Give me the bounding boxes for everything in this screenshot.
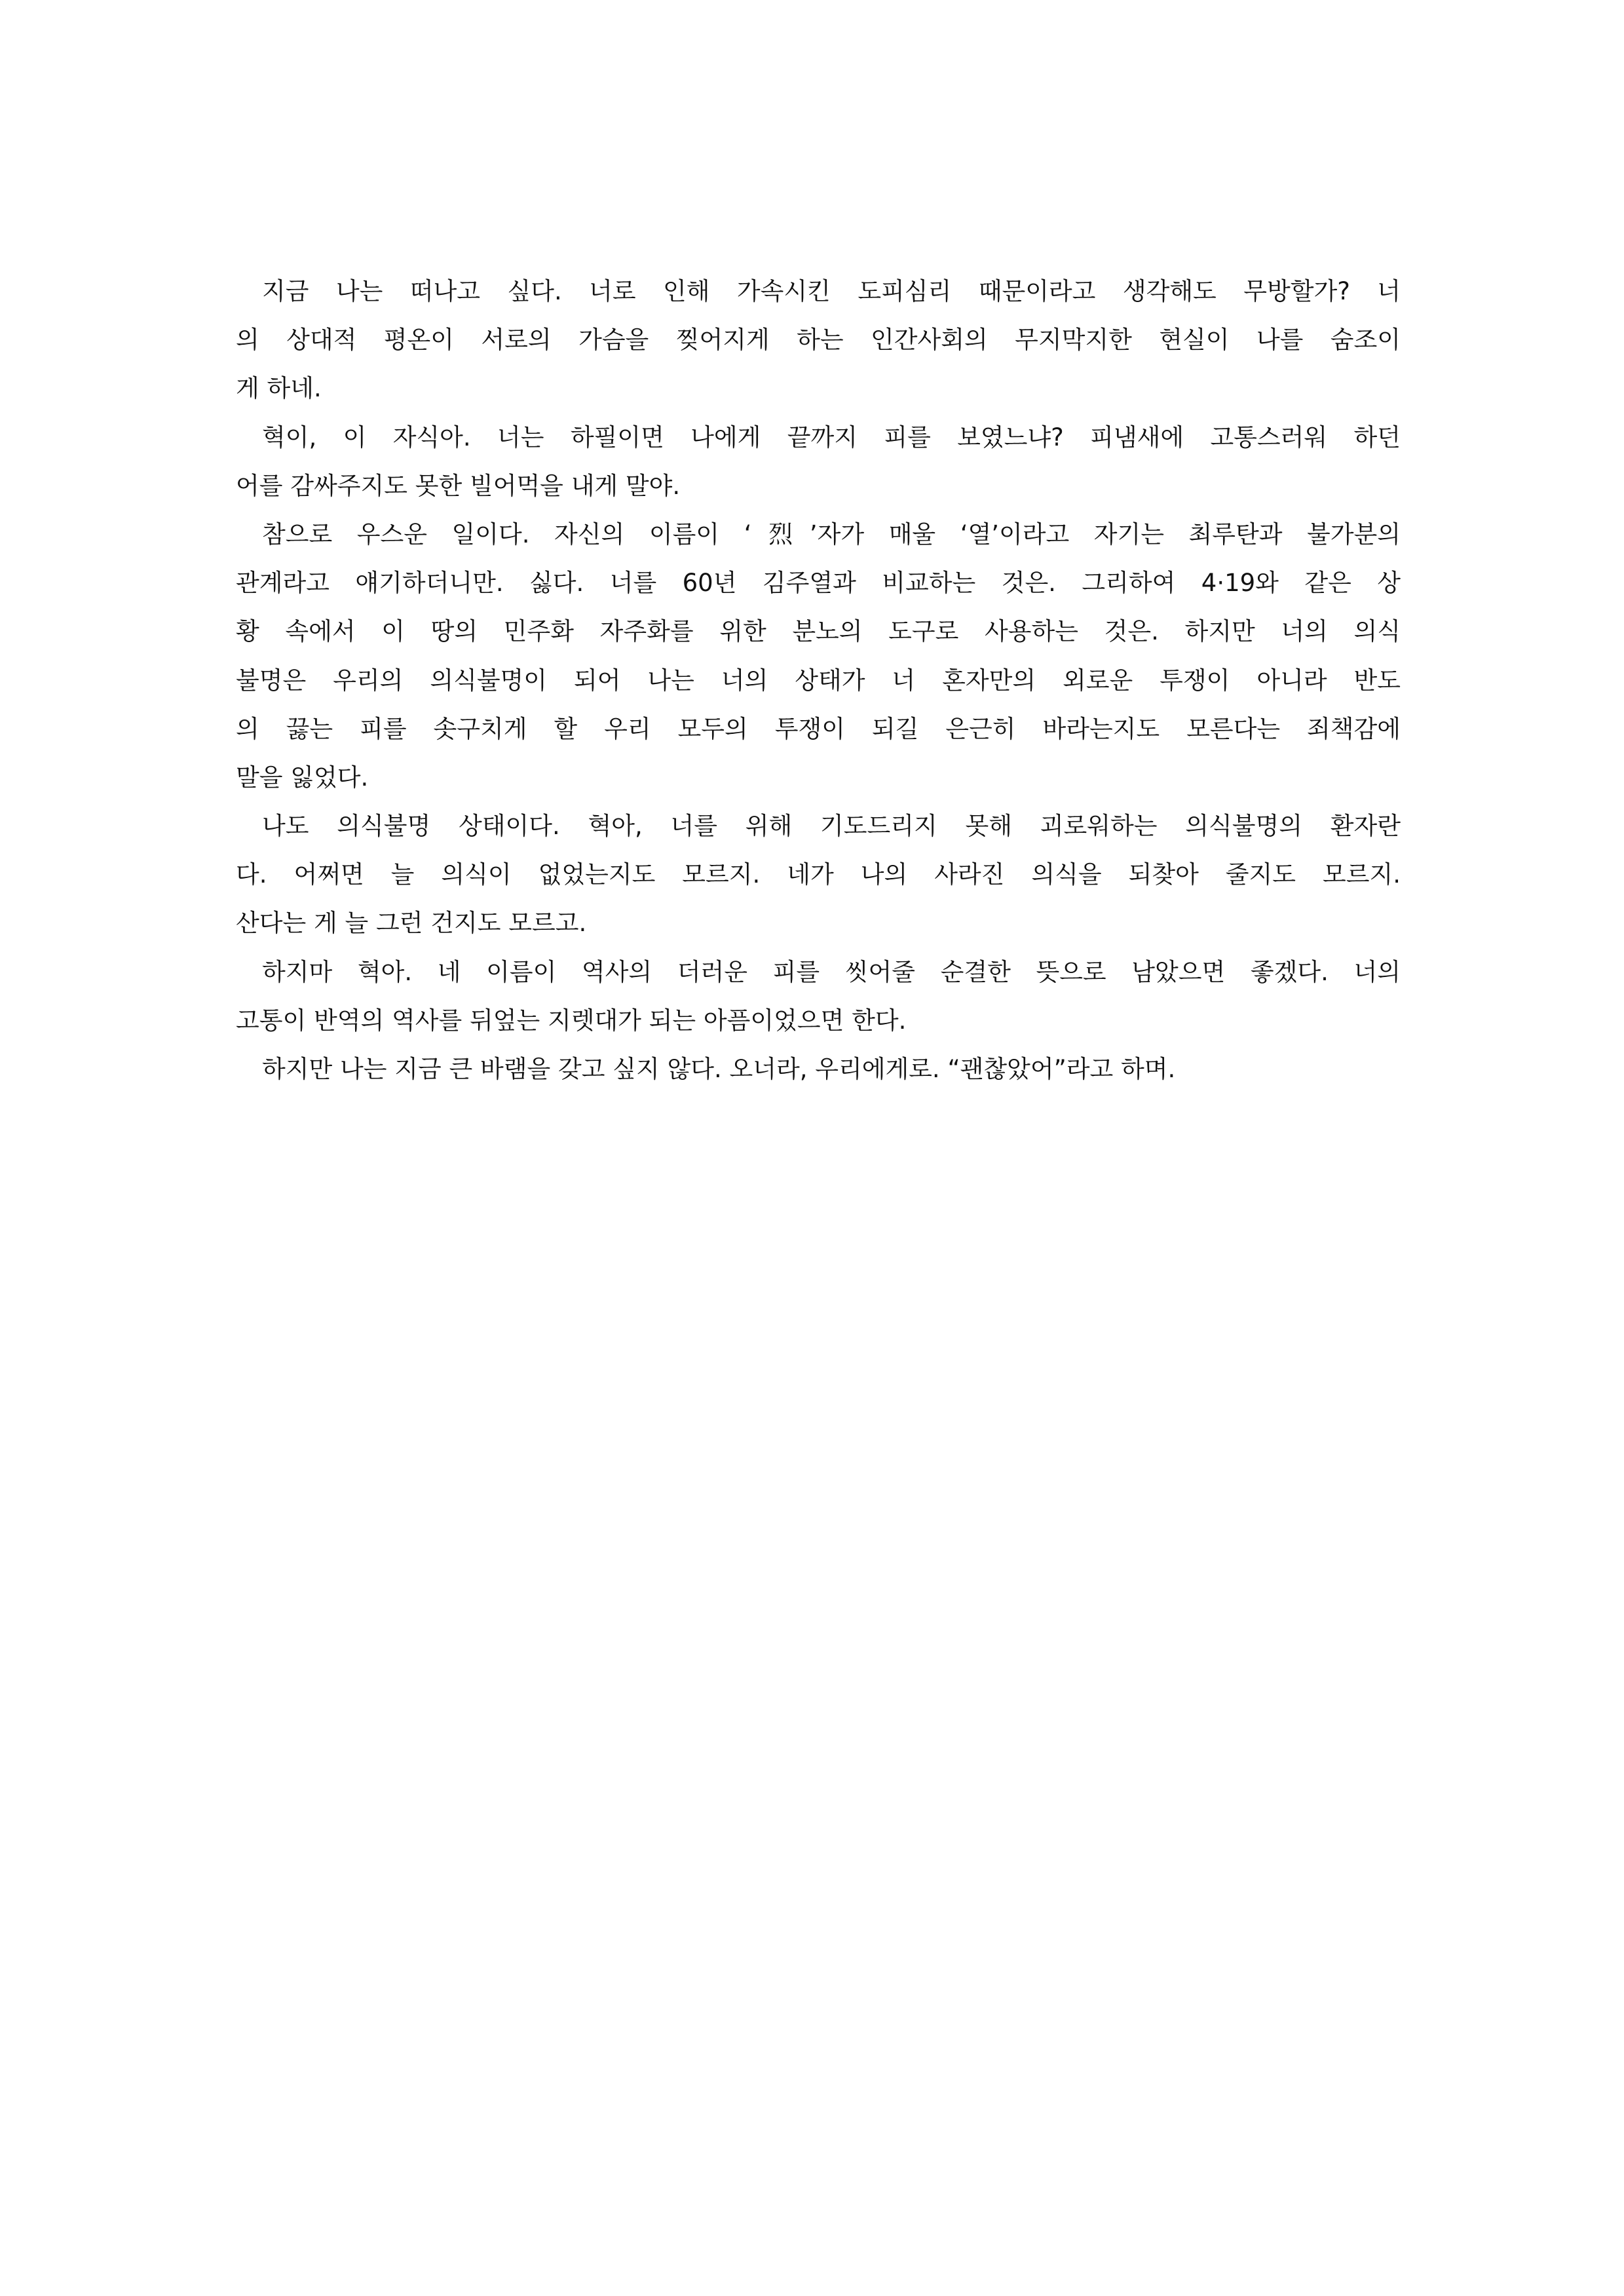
text-line: 어를 감싸주지도 못한 빌어먹을 내게 말야. bbox=[236, 471, 681, 500]
text-line: 지금 나는 떠나고 싶다. 너로 인해 가속시킨 도피심리 때문이라고 생각해도 무방할가? 너 bbox=[262, 277, 1401, 305]
paragraph-6 bbox=[236, 1045, 1401, 1094]
text-line: 게 하네. bbox=[236, 374, 322, 403]
text-line: 하지만 나는 지금 큰 바램을 갖고 싶지 않다. 오너라, 우리에게로. “괜찮았어”라고 하며. bbox=[262, 1055, 1176, 1083]
paragraph-5 bbox=[236, 948, 1401, 1045]
paragraph-1 bbox=[236, 267, 1401, 413]
text-line: 의 상대적 평온이 서로의 가슴을 찢어지게 하는 인간사회의 무지막지한 현실이 나를 숨조이 bbox=[236, 326, 1401, 354]
text-line: 나도 의식불명 상태이다. 혁아, 너를 위해 기도드리지 못해 괴로워하는 의식불명의 환자란 bbox=[262, 812, 1401, 841]
text-line: 불명은 우리의 의식불명이 되어 나는 너의 상태가 너 혼자만의 외로운 투쟁이 아니라 반도 bbox=[236, 666, 1401, 695]
text-line: 관계라고 얘기하더니만. 싫다. 너를 60년 김주열과 비교하는 것은. 그리하여 4·19와 같은 상 bbox=[236, 569, 1401, 598]
text-line: 하지마 혁아. 네 이름이 역사의 더러운 피를 씻어줄 순결한 뜻으로 남았으면 좋겠다. 너의 bbox=[262, 957, 1401, 986]
text-line: 의 끓는 피를 솟구치게 할 우리 모두의 투쟁이 되길 은근히 바라는지도 모른다는 죄책감에 bbox=[236, 714, 1401, 743]
paragraph-2 bbox=[236, 413, 1401, 510]
body-text bbox=[236, 267, 1401, 1094]
text-line: 다. 어쩌면 늘 의식이 없었는지도 모르지. 네가 나의 사라진 의식을 되찾아 줄지도 모르지. bbox=[236, 860, 1401, 889]
text-line: 혁이, 이 자식아. 너는 하필이면 나에게 끝까지 피를 보였느냐? 피냄새에 고통스러워 하던 bbox=[262, 423, 1401, 451]
text-line: 산다는 게 늘 그런 건지도 모르고. bbox=[236, 909, 587, 938]
text-line: 고통이 반역의 역사를 뒤엎는 지렛대가 되는 아픔이었으면 한다. bbox=[236, 1006, 907, 1035]
paragraph-4 bbox=[236, 802, 1401, 948]
text-line: 황 속에서 이 땅의 민주화 자주화를 위한 분노의 도구로 사용하는 것은. 하지만 너의 의식 bbox=[236, 617, 1401, 646]
text-line: 말을 잃었다. bbox=[236, 763, 369, 792]
paragraph-3 bbox=[236, 510, 1401, 802]
text-line: 참으로 우스운 일이다. 자신의 이름이 ‘烈’자가 매울 ‘열’이라고 자기는 최루탄과 불가분의 bbox=[262, 520, 1401, 548]
